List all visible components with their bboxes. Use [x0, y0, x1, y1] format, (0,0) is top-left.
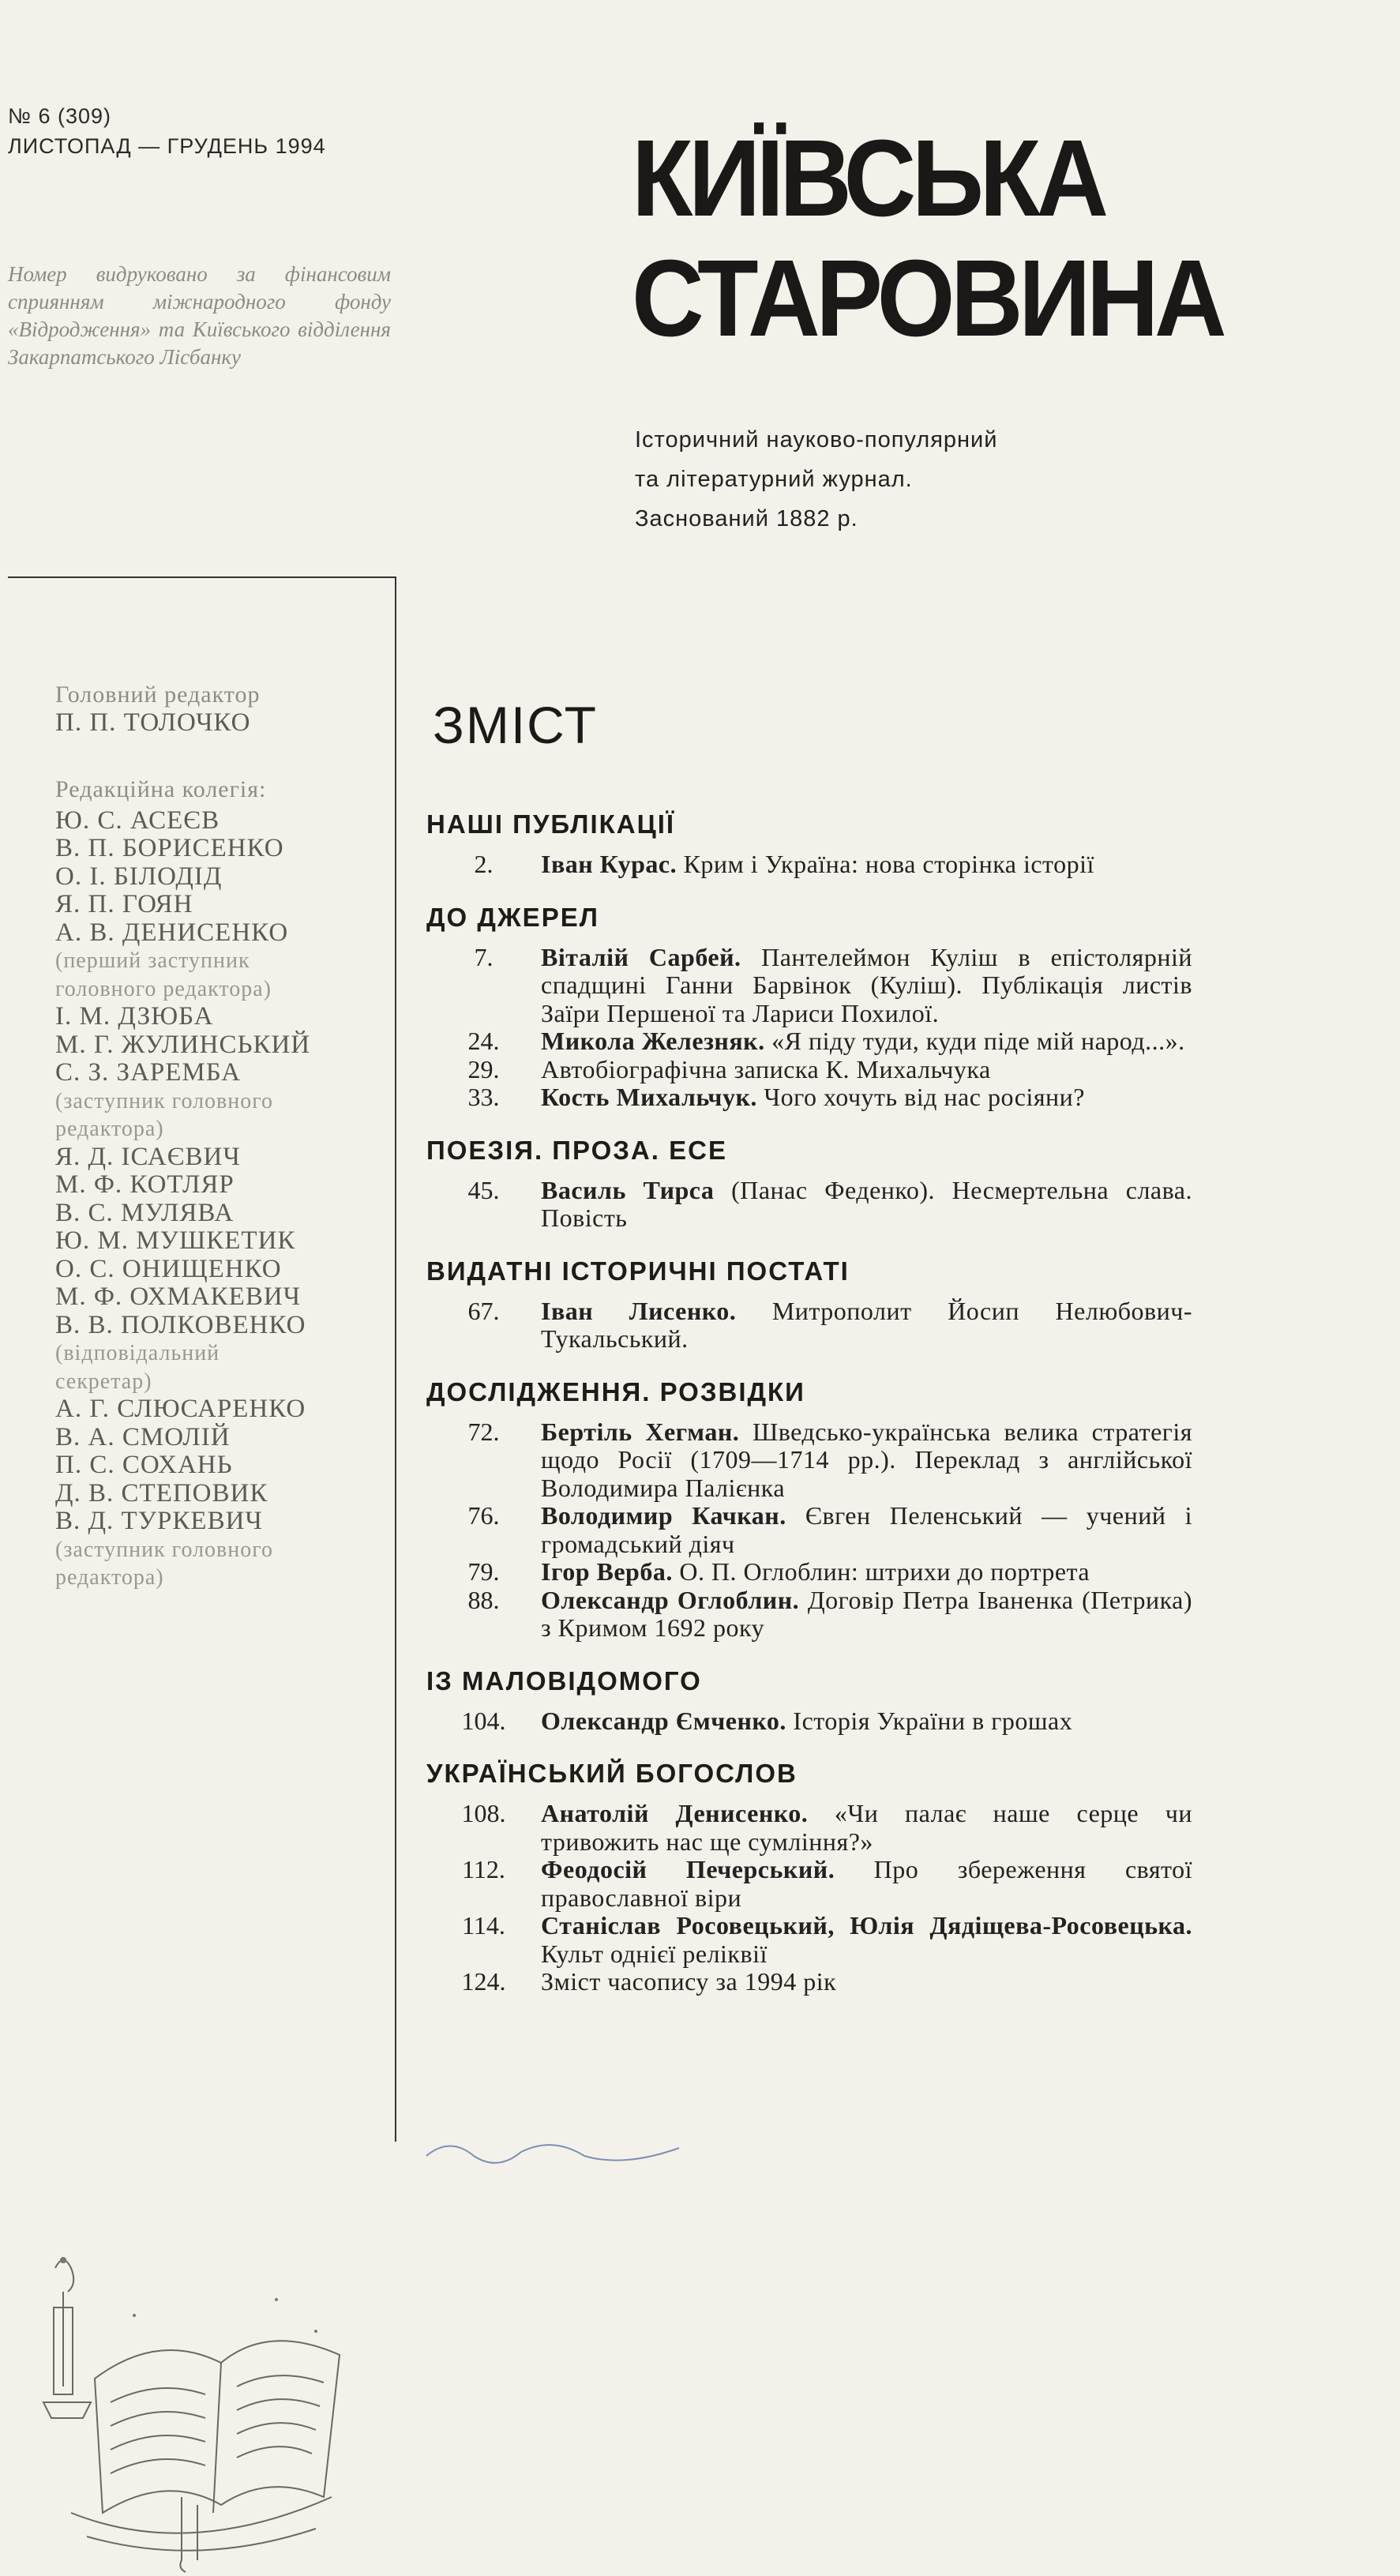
chief-editor-name: П. П. ТОЛОЧКО [55, 708, 251, 737]
entry-title: Зміст часопису за 1994 рік [541, 1967, 837, 1996]
entry-page-number: 24. [467, 1027, 500, 1055]
entry-author: Микола Железняк. [541, 1027, 765, 1055]
contents-section [426, 1136, 1192, 1233]
contents-entry[interactable] [426, 1027, 1192, 1056]
subtitle-line-3: Заснований 1882 р. [635, 506, 858, 531]
section-title: НАШІ ПУБЛІКАЦІЇ [426, 809, 675, 839]
entry-author: Анатолій Денисенко. [541, 1799, 809, 1827]
chief-editor [55, 681, 387, 738]
contents-entry[interactable] [426, 1558, 1192, 1587]
entry-body [541, 1800, 1192, 1856]
entry-body [541, 1027, 1192, 1056]
contents-entry[interactable] [426, 1056, 1192, 1084]
entry-page-number: 45. [467, 1175, 500, 1204]
entry-author: Ігор Верба. [541, 1557, 673, 1586]
issue-info [8, 101, 326, 161]
entry-page-number: 124. [461, 1967, 506, 1996]
section-title: ІЗ МАЛОВІДОМОГО [426, 1665, 702, 1695]
subtitle-line-1: Історичний науково-популярний [635, 427, 998, 452]
entry-body [541, 944, 1192, 1028]
entry-title: Євген Пеленський — учений і громадський діяч [541, 1501, 1193, 1558]
board-member-name: Ю. С. АСЕЄВ [55, 805, 220, 835]
chief-editor-label: Головний редактор [55, 682, 261, 708]
contents-section [426, 1256, 1192, 1354]
handwritten-mark [411, 2132, 805, 2164]
entry-author: Віталій Сарбей. [541, 942, 741, 971]
section-title: ПОЕЗІЯ. ПРОЗА. ЕСЕ [426, 1135, 727, 1165]
board-member-name: В. В. ПОЛКОВЕНКО [55, 1310, 306, 1339]
editorial-board-box [8, 576, 396, 2142]
contents-entry[interactable] [426, 1707, 1192, 1736]
board-member-name: М. Ф. КОТЛЯР [55, 1170, 235, 1199]
entry-author: Володимир Качкан. [541, 1501, 786, 1530]
subtitle-line-2: та літературний журнал. [635, 467, 913, 492]
entry-title: Крим і Україна: нова сторінка історії [683, 850, 1094, 878]
issue-number: № 6 (309) [8, 104, 112, 128]
entry-author: Іван Курас. [541, 850, 677, 878]
contents-entry[interactable] [426, 1587, 1192, 1643]
entry-title: Автобіографічна записка К. Михальчука [541, 1054, 991, 1083]
contents-entry[interactable] [426, 1177, 1192, 1233]
entry-body [541, 1056, 1192, 1084]
entry-author: Олександр Оглоблин. [541, 1585, 800, 1614]
contents-entry[interactable] [426, 1856, 1192, 1912]
entry-title: Договір Петра Іваненка (Петрика) з Кримом 1692 року [541, 1585, 1193, 1642]
board-member-name: Я. П. ГОЯН [55, 890, 193, 918]
board-member-name: П. С. СОХАНЬ [55, 1451, 233, 1479]
masthead-line-2: СТАРОВИНА [632, 238, 1223, 359]
entry-title: Про збереження святої православної віри [541, 1855, 1193, 1912]
contents-entry[interactable] [426, 1297, 1192, 1354]
editorial-board [55, 681, 387, 1592]
entry-author: Бертіль Хегман. [541, 1417, 740, 1446]
board-member-name: В. Д. ТУРКЕВИЧ [55, 1507, 263, 1535]
entry-page-number: 29. [467, 1054, 500, 1083]
board-member-name: А. В. ДЕНИСЕНКО [55, 918, 289, 947]
contents-entry[interactable] [426, 944, 1192, 1028]
section-title: УКРАЇНСЬКИЙ БОГОСЛОВ [426, 1759, 798, 1788]
contents-section [426, 809, 1192, 879]
entry-author: Кость Михальчук. [541, 1083, 757, 1111]
entry-author: Олександр Ємченко. [541, 1706, 786, 1735]
board-members-list [55, 807, 387, 1592]
contents-entry[interactable] [426, 1083, 1192, 1112]
section-title: ДОСЛІДЖЕННЯ. РОЗВІДКИ [426, 1376, 805, 1406]
board-member-name: В. С. МУЛЯВА [55, 1198, 235, 1227]
contents-entry[interactable] [426, 1800, 1192, 1856]
board-member-name: Д. В. СТЕПОВИК [55, 1478, 268, 1508]
entry-body [541, 1912, 1192, 1968]
entry-body [541, 1587, 1192, 1643]
entry-title: Пантелеймон Куліш в епістолярній спадщині Ганни Барвінок (Куліш). Публікація листів Заїри Першеної та Лариси Похилої. [541, 942, 1193, 1027]
entry-page-number: 104. [461, 1706, 506, 1735]
entry-body [541, 1707, 1192, 1736]
entry-page-number: 33. [467, 1083, 500, 1111]
entry-title: Культ однієї реліквії [541, 1939, 768, 1968]
board-member-name: Ю. М. МУШКЕТИК [55, 1226, 296, 1255]
entry-body [541, 1856, 1192, 1912]
board-member-name: А. Г. СЛЮСАРЕНКО [55, 1395, 306, 1423]
journal-subtitle [635, 420, 997, 539]
contents-entry[interactable] [426, 1968, 1192, 1996]
entry-title: Чого хочуть від нас росіяни? [764, 1083, 1085, 1111]
entry-author: Василь Тирса [541, 1175, 715, 1204]
entry-page-number: 88. [467, 1585, 500, 1614]
board-member-name: В. А. СМОЛІЙ [55, 1422, 231, 1451]
section-title: ВИДАТНІ ІСТОРИЧНІ ПОСТАТІ [426, 1256, 850, 1286]
entry-title: Історія України в грошах [793, 1706, 1073, 1735]
contents-entry[interactable] [426, 1912, 1192, 1968]
board-member-note: (заступник головного редактора) [55, 1088, 274, 1141]
board-member-note: (відповідальний секретар) [55, 1341, 220, 1394]
entry-body [541, 1083, 1192, 1112]
table-of-contents [426, 809, 1192, 2020]
entry-page-number: 79. [467, 1557, 500, 1586]
entry-author: Станіслав Росовецький, Юлія Дядіщева-Росовецька. [541, 1911, 1192, 1940]
entry-page-number: 2. [474, 850, 494, 878]
entry-title: (Панас Феденко). Несмертельна слава. Повість [541, 1175, 1193, 1232]
section-title: ДО ДЖЕРЕЛ [426, 902, 599, 932]
entry-page-number: 67. [467, 1296, 500, 1325]
board-member-name: С. З. ЗАРЕМБА [55, 1058, 242, 1087]
book-candle-illustration [39, 2244, 355, 2576]
board-member-name: М. Ф. ОХМАКЕВИЧ [55, 1282, 302, 1311]
entry-body [541, 1418, 1192, 1503]
board-member-note: (перший заступник головного редактора) [55, 948, 272, 1001]
board-member-name: О. І. БІЛОДІД [55, 862, 223, 891]
contents-entry[interactable] [426, 851, 1192, 879]
entry-page-number: 76. [467, 1501, 500, 1530]
entry-title: Митрополит Йосип Нелюбович-Тукальський. [541, 1296, 1192, 1353]
entry-author: Феодосій Печерський. [541, 1855, 835, 1883]
masthead [632, 118, 1263, 359]
entry-body [541, 851, 1192, 879]
sponsor-note: Номер видруковано за фінансовим сприянням міжнародного фонду «Відродження» та Київського відділення Закарпатського Лісбанку [8, 262, 391, 369]
entry-body [541, 1177, 1192, 1233]
board-member-name: Я. Д. ІСАЄВИЧ [55, 1142, 241, 1171]
entry-body [541, 1968, 1192, 1996]
contents-entry[interactable] [426, 1418, 1192, 1503]
board-label: Редакційна колегія: [55, 775, 267, 802]
board-member-name: І. М. ДЗЮБА [55, 1002, 214, 1031]
entry-author: Іван Лисенко. [541, 1296, 737, 1325]
contents-section [426, 903, 1192, 1112]
entry-page-number: 7. [474, 942, 494, 971]
board-member-name: В. П. БОРИСЕНКО [55, 834, 284, 862]
contents-heading: ЗМІСТ [433, 696, 598, 754]
entry-title: «Я піду туди, куди піде мій народ...». [771, 1027, 1185, 1055]
entry-page-number: 72. [467, 1417, 500, 1446]
issue-period: ЛИСТОПАД — ГРУДЕНЬ 1994 [8, 134, 326, 158]
entry-body [541, 1297, 1192, 1354]
board-member-note: (заступник головного редактора) [55, 1537, 274, 1590]
contents-section [426, 1377, 1192, 1643]
entry-page-number: 112. [462, 1855, 505, 1883]
contents-entry[interactable] [426, 1502, 1192, 1558]
board-member-name: М. Г. ЖУЛИНСЬКИЙ [55, 1030, 311, 1059]
masthead-line-1: КИЇВСЬКА [632, 118, 1105, 239]
entry-title: «Чи палає наше серце чи тривожить нас ще сумління?» [541, 1799, 1192, 1856]
contents-section [426, 1666, 1192, 1736]
entry-page-number: 108. [461, 1799, 506, 1827]
board-member-name: О. С. ОНИЩЕНКО [55, 1254, 282, 1283]
contents-section [426, 1759, 1192, 1996]
entry-page-number: 114. [462, 1911, 505, 1940]
entry-title: О. П. Оглоблин: штрихи до портрета [679, 1557, 1090, 1586]
entry-title: Шведсько-українська велика стратегія щодо Росії (1709—1714 рр.). Переклад з англійської Володимира Палієнка [541, 1417, 1193, 1502]
entry-body [541, 1558, 1192, 1587]
entry-body [541, 1502, 1192, 1558]
